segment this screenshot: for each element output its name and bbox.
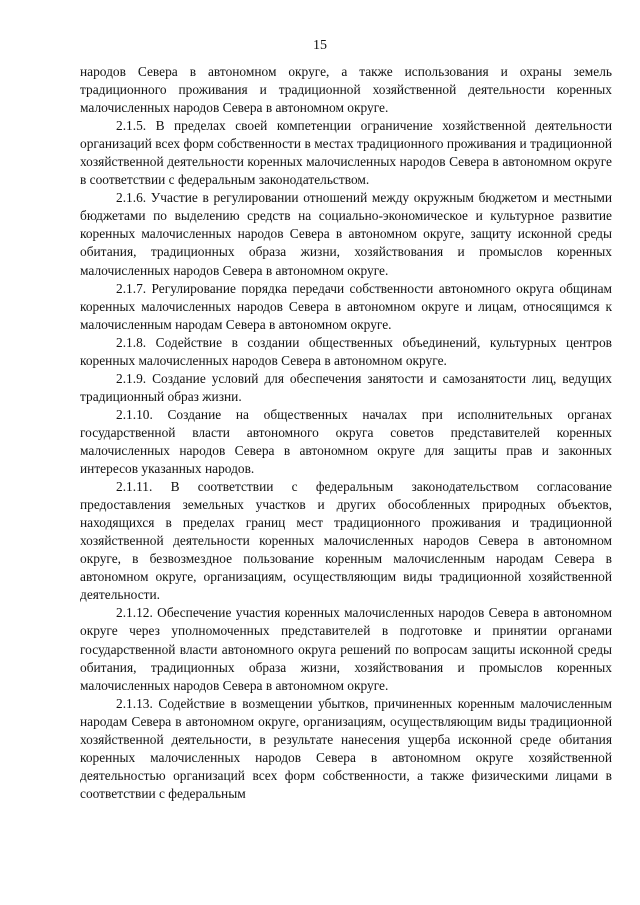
paragraph-2-1-11: 2.1.11. В соответствии с федеральным законодательством согласование предоставления земельных участков и других обособленных природных объектов, находящихся в пределах границ мест традиционного проживания и традиционной хозяйственной деятельности коренных малочисленных народов Севера в автономном округе, в безвозмездное пользование коренным малочисленным народам Севера в автономном округе, организациям, осуществляющим виды традиционной хозяйственной деятельности. <box>80 479 612 603</box>
paragraph-continuation: народов Севера в автономном округе, а также использования и охраны земель традиционного проживания и традиционной хозяйственной деятельности коренных малочисленных народов Севера в автономном округе. <box>80 64 612 116</box>
paragraph-2-1-10: 2.1.10. Создание на общественных началах при исполнительных органах государственной власти автономного округа советов представителей коренных малочисленных народов Севера в автономном округе для защиты прав и законных интересов указанных народов. <box>80 406 612 477</box>
paragraph-2-1-6: 2.1.6. Участие в регулировании отношений между окружным бюджетом и местными бюджетами по выделению средств на социально-экономическое и культурное развитие коренных малочисленных народов Севера в автономном округе, защиту исконной среды обитания, традиционных образа жизни, хозяйствования и промыслов коренных малочисленных народов Севера в автономном округе. <box>80 190 612 278</box>
paragraph-2-1-9: 2.1.9. Создание условий для обеспечения занятости и самозанятости лиц, ведущих традиционный образ жизни. <box>80 370 612 404</box>
paragraph-2-1-5: 2.1.5. В пределах своей компетенции ограничение хозяйственной деятельности организаций всех форм собственности в местах традиционного проживания и традиционной хозяйственной деятельности коренных малочисленных народов Севера в автономном округе в соответствии с федеральным законодательством. <box>80 118 612 188</box>
document-body <box>80 63 612 803</box>
paragraph-2-1-7: 2.1.7. Регулирование порядка передачи собственности автономного округа общинам коренных малочисленных народов Севера в автономном округе и лицам, относящимся к малочисленным народам Севера в автономном округе. <box>80 280 612 332</box>
page-number: 15 <box>313 38 327 53</box>
paragraph-2-1-13: 2.1.13. Содействие в возмещении убытков, причиненных коренным малочисленным народам Севера в автономном округе, организациям, осуществляющим виды традиционной хозяйственной деятельности, в результате нанесения ущерба исконной среде обитания коренных малочисленных народов Севера в автономном округе хозяйственной деятельностью организаций всех форм собственности, а также физическими лицами в соответствии с федеральным <box>80 695 612 801</box>
paragraph-2-1-8: 2.1.8. Содействие в создании общественных объединений, культурных центров коренных малочисленных народов Севера в автономном округе. <box>80 334 612 368</box>
paragraph-2-1-12: 2.1.12. Обеспечение участия коренных малочисленных народов Севера в автономном округе через уполномоченных представителей в подготовке и принятии органами государственной власти автономного округа решений по вопросам защиты исконной среды обитания, традиционных образа жизни, хозяйствования и промыслов коренных малочисленных народов Севера в автономном округе. <box>80 605 612 693</box>
